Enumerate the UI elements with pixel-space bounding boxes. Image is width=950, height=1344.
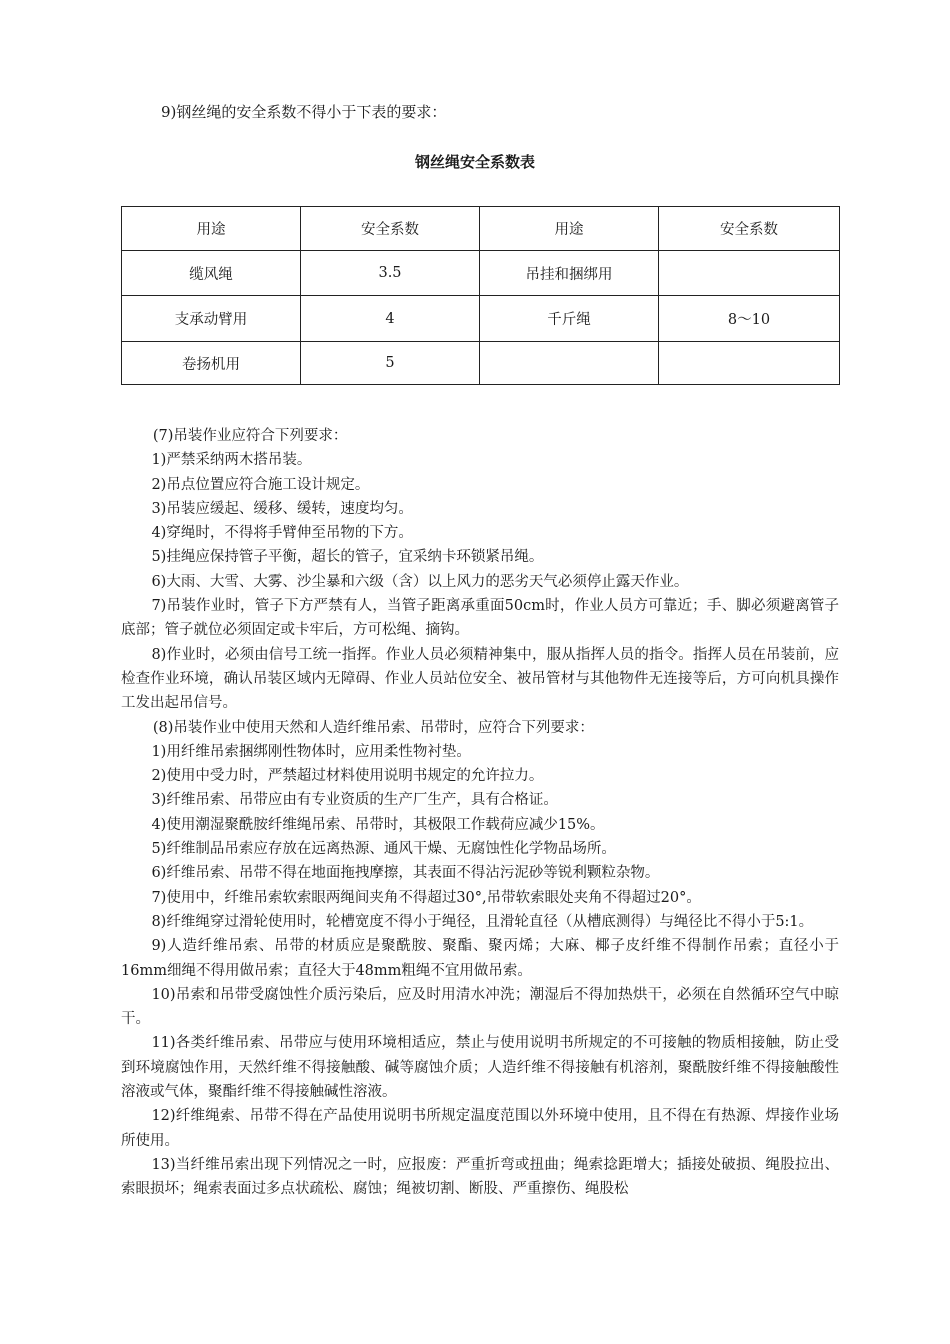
paragraph: 8)纤维绳穿过滑轮使用时，轮槽宽度不得小于绳径，且滑轮直径（从槽底测得）与绳径比不得小于5:1。 (151, 913, 814, 930)
table-cell: 4 (301, 296, 480, 342)
section-heading: (8)吊装作业中使用天然和人造纤维吊索、吊带时，应符合下列要求： (152, 719, 594, 736)
paragraph: 10)吊索和吊带受腐蚀性介质污染后，应及时用清水冲洗；潮湿后不得加热烘干，必须在自然循环空气中晾干。 (121, 986, 839, 1028)
table-title: 钢丝绳安全系数表 (414, 153, 535, 171)
paragraph: 4)使用潮湿聚酰胺纤维绳吊索、吊带时，其极限工作载荷应减少15%。 (151, 816, 605, 833)
table-cell: 5 (301, 342, 480, 385)
header-cell-coefficient: 安全系数 (659, 207, 840, 251)
table-cell: 8～10 (659, 296, 840, 342)
section-heading: (7)吊装作业应符合下列要求： (152, 428, 348, 444)
table-cell: 缆风绳 (122, 251, 301, 296)
paragraph: 6)纤维吊索、吊带不得在地面拖拽摩擦，其表面不得沾污泥砂等锐利颗粒杂物。 (151, 865, 660, 882)
intro-line: 9)钢丝绳的安全系数不得小于下表的要求： (161, 103, 447, 121)
header-cell-usage: 用途 (480, 207, 659, 251)
table-cell: 3.5 (301, 251, 480, 296)
table-header-row (122, 207, 840, 251)
table-cell (659, 251, 840, 296)
paragraph: 7)使用中，纤维吊索软索眼两绳间夹角不得超过30°,吊带软索眼处夹角不得超过20°。 (151, 889, 701, 906)
table-cell: 千斤绳 (480, 296, 659, 342)
table-cell: 卷扬机用 (122, 342, 301, 385)
paragraph: 5)挂绳应保持管子平衡，超长的管子，宜采纳卡环锁紧吊绳。 (151, 549, 544, 566)
paragraph: 3)纤维吊索、吊带应由有专业资质的生产厂生产，具有合格证。 (151, 792, 558, 809)
paragraph: 8)作业时，必须由信号工统一指挥。作业人员必须精神集中，服从指挥人员的指令。指挥人员在吊装前，应检查作业环境，确认吊装区域内无障碍、作业人员站位安全、被吊管材与其他物件无连接等后，方可向机具操作工发出起吊信号。 (121, 646, 839, 712)
paragraph: 5)纤维制品吊索应存放在远离热源、通风干燥、无腐蚀性化学物品场所。 (151, 841, 616, 858)
paragraph: 12)纤维绳索、吊带不得在产品使用说明书所规定温度范围以外环境中使用，且不得在有热源、焊接作业场所使用。 (121, 1108, 839, 1149)
table-cell (480, 342, 659, 385)
table-row (122, 296, 840, 342)
paragraph: 3)吊装应缓起、缓移、缓转，速度均匀。 (151, 500, 413, 517)
table-cell: 吊挂和捆绑用 (480, 251, 659, 296)
safety-coefficient-table (121, 206, 840, 385)
table-cell: 支承动臂用 (122, 296, 301, 342)
paragraph: 1)严禁采纳两木搭吊装。 (151, 452, 312, 469)
paragraph: 1)用纤维吊索捆绑刚性物体时，应用柔性物衬垫。 (151, 743, 471, 760)
header-cell-usage: 用途 (122, 207, 301, 251)
paragraph: 2)使用中受力时，严禁超过材料使用说明书规定的允许拉力。 (151, 768, 544, 785)
paragraph: 6)大雨、大雪、大雾、沙尘暴和六级（含）以上风力的恶劣天气必须停止露天作业。 (151, 573, 689, 590)
paragraph: 7)吊装作业时，管子下方严禁有人，当管子距离承重面50cm时，作业人员方可靠近；手、脚必须避离管子底部；管子就位必须固定或卡牢后，方可松绳、摘钩。 (121, 598, 839, 639)
paragraph: 11)各类纤维吊索、吊带应与使用环境相适应，禁止与使用说明书所规定的不可接触的物质相接触，防止受到环境腐蚀作用，天然纤维不得接触酸、碱等腐蚀介质；人造纤维不得接触有机溶剂，聚酰胺纤维不得接触酸性溶液或气体，聚酯纤维不得接触碱性溶液。 (121, 1035, 839, 1101)
body-text (121, 424, 839, 1202)
paragraph: 2)吊点位置应符合施工设计规定。 (151, 476, 370, 493)
header-cell-coefficient: 安全系数 (301, 207, 480, 251)
paragraph: 9)人造纤维吊索、吊带的材质应是聚酰胺、聚酯、聚丙烯；大麻、椰子皮纤维不得制作吊索；直径小于16mm细绳不得用做吊索；直径大于48mm粗绳不宜用做吊索。 (121, 938, 839, 979)
paragraph: 4)穿绳时，不得将手臂伸至吊物的下方。 (151, 525, 413, 542)
paragraph: 13)当纤维吊索出现下列情况之一时，应报废：严重折弯或扭曲；绳索捻距增大；插接处破损、绳股拉出、索眼损坏；绳索表面过多点状疏松、腐蚀；绳被切割、断股、严重擦伤、绳股松 (121, 1156, 839, 1198)
table-row (122, 251, 840, 296)
table-row (122, 342, 840, 385)
table-cell (659, 342, 840, 385)
